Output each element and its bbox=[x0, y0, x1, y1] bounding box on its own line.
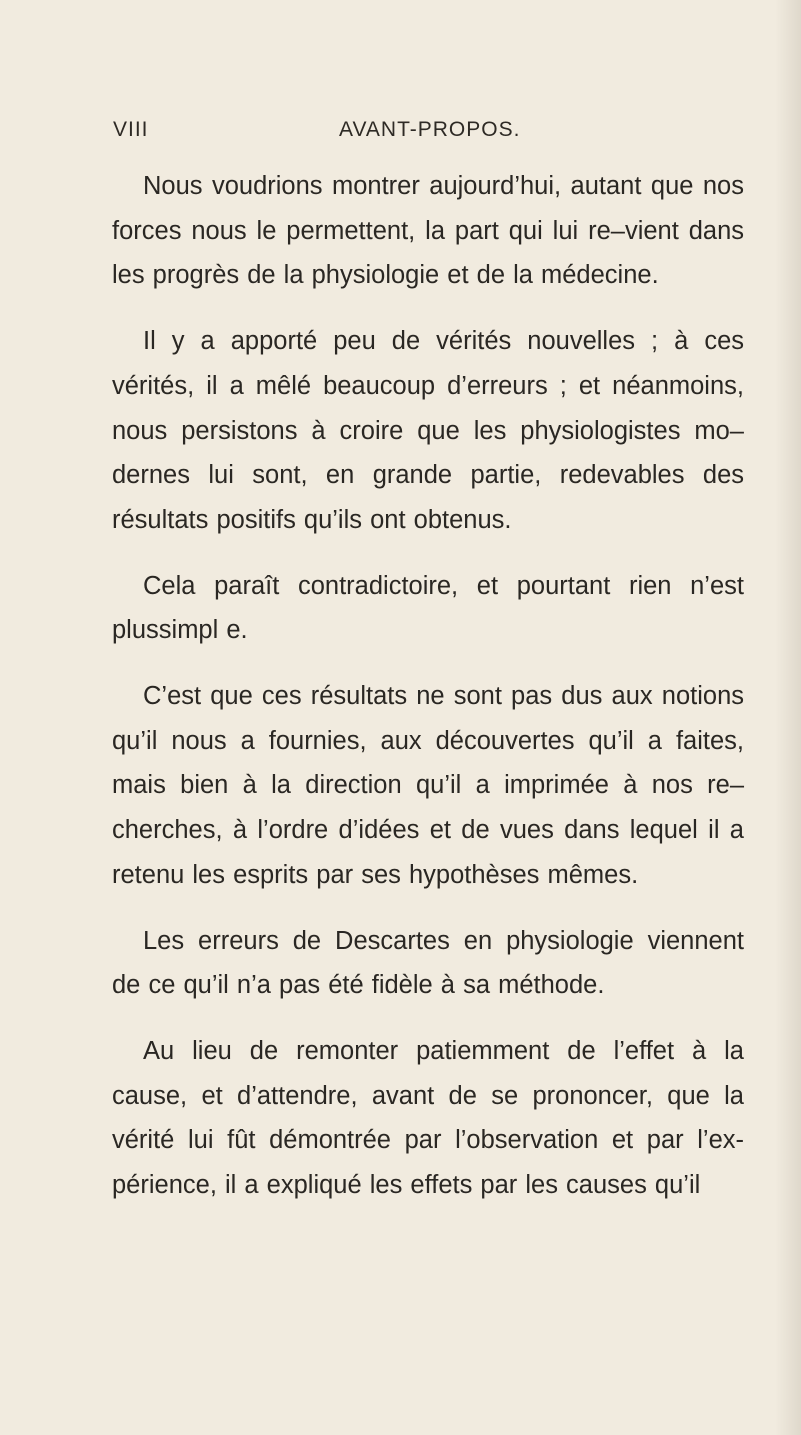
paragraph: Il y a apporté peu de vérités nouvelles ; à ces vérités, il a mêlé beaucoup d’erreurs ; et néanmoins, nous persistons à croire que les physiologistes mo–dernes lui sont, en grande partie, redevables des résultats positifs qu’ils ont obtenus. bbox=[112, 327, 744, 534]
paragraph: Les erreurs de Descartes en physiologie viennent de ce qu’il n’a pas été fidèle à sa méthode. bbox=[112, 926, 744, 1000]
body-text bbox=[112, 164, 744, 1229]
paragraph: Cela paraît contradictoire, et pourtant rien n’est plussimpl e. bbox=[112, 571, 744, 645]
paragraph: Nous voudrions montrer aujourd’hui, autant que nos forces nous le permettent, la part qui lui re–vient dans les progrès de la physiologie et de la médecine. bbox=[112, 172, 744, 290]
running-title: AVANT-PROPOS. bbox=[339, 118, 521, 141]
paragraph: C’est que ces résultats ne sont pas dus aux notions qu’il nous a fournies, aux découvertes qu’il a faites, mais bien à la direction qu’il a imprimée à nos re–cherches, à l’ordre d’idées et de vues dans lequel il a retenu les esprits par ses hypothèses mêmes. bbox=[112, 682, 744, 889]
page-number: VIII bbox=[113, 118, 149, 141]
paragraph: Au lieu de remonter patiemment de l’effet à la cause, et d’attendre, avant de se prononcer, que la vérité lui fût démontrée par l’observation et par l’ex-périence, il a expliqué les effets par les causes qu’il bbox=[112, 1036, 744, 1200]
page-edge-shadow bbox=[775, 0, 801, 1435]
running-head bbox=[113, 118, 743, 148]
